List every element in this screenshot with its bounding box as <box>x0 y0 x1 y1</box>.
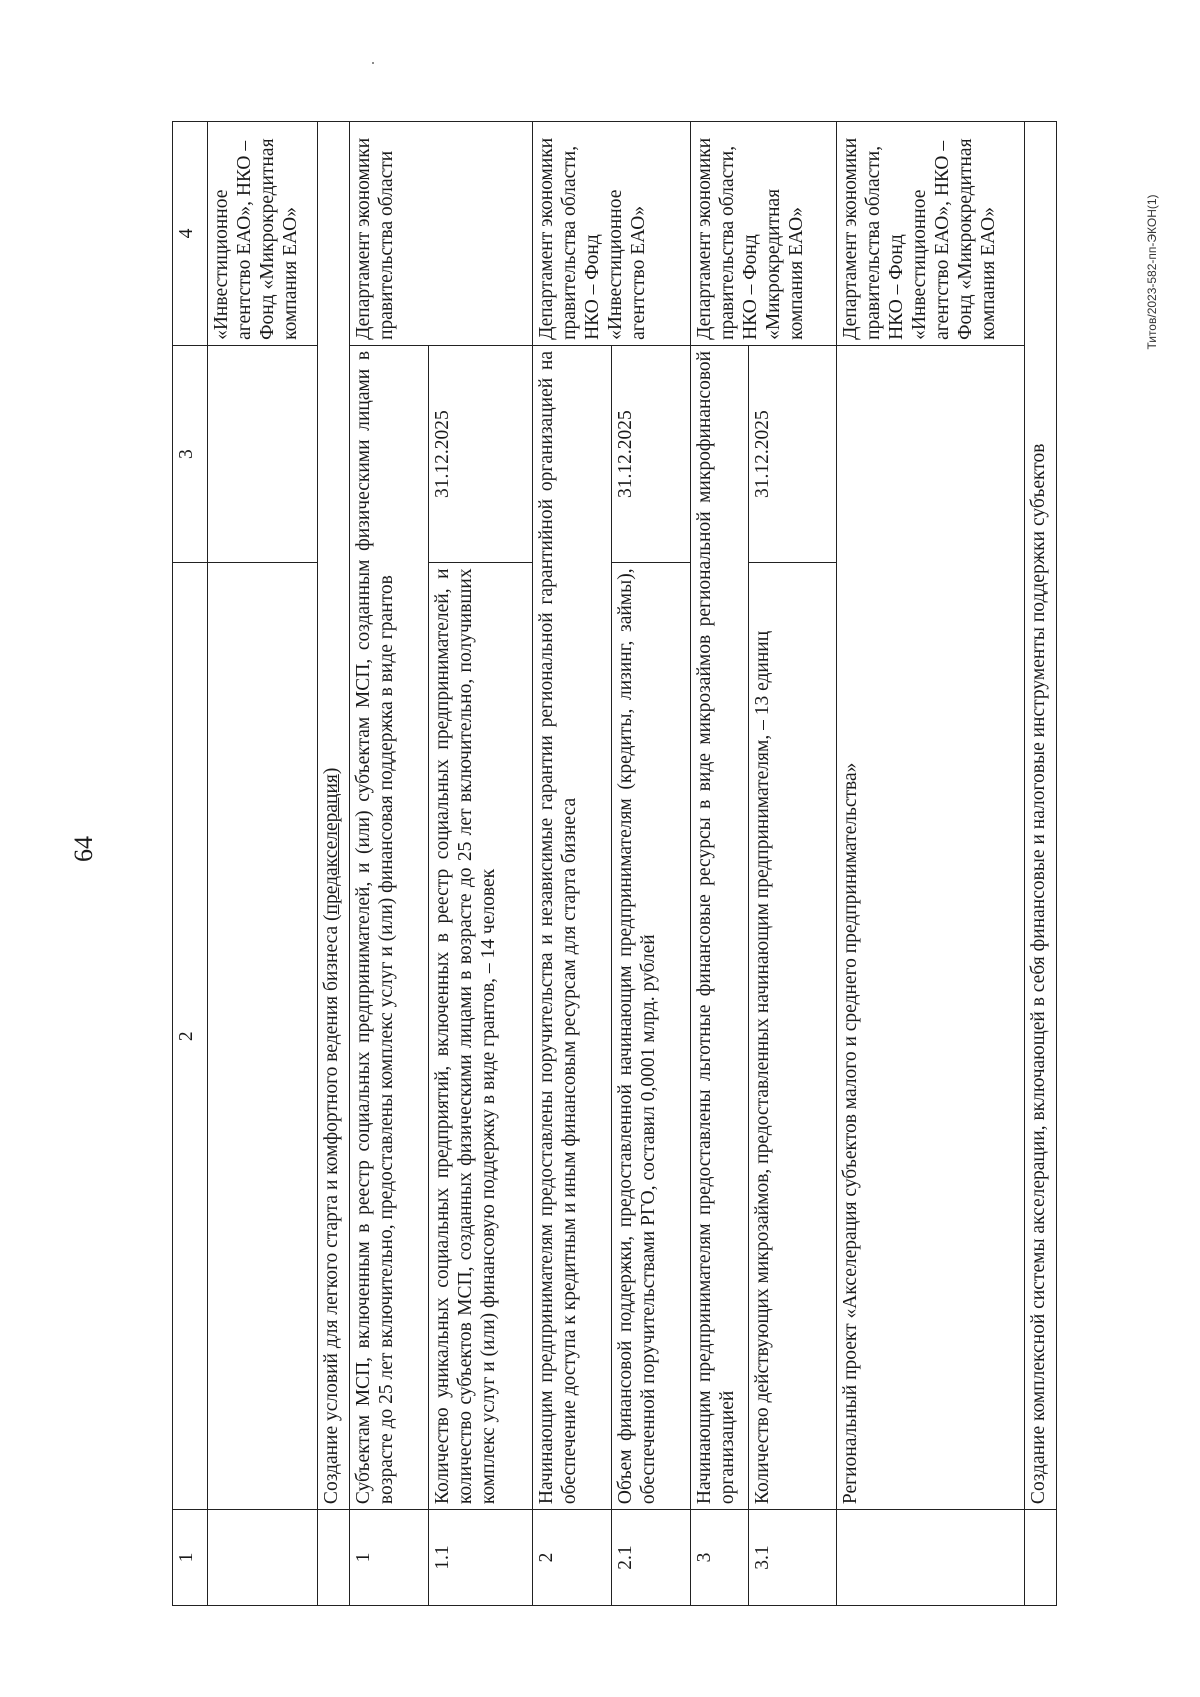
table-header-row <box>173 122 208 1606</box>
row-number: 1 <box>349 1510 428 1606</box>
section-title-before: Создание условий для легкого старта и комфортного ведения бизнеса ( <box>320 914 342 1505</box>
page-number: 64 <box>69 836 98 862</box>
table-row <box>691 122 749 1606</box>
column-header-4: 4 <box>173 122 208 346</box>
indicator-text: Объем финансовой поддержки, предоставленной начинающим предпринимателям (кредиты, лизинг, займы), обеспеченной поручительствами РГО, составил 0,0001 млрд. рублей <box>612 563 691 1510</box>
row-number: 2.1 <box>612 1510 691 1606</box>
row-number: 3.1 <box>749 1510 837 1606</box>
deadline-date: 31.12.2025 <box>428 345 532 562</box>
section-title-after: ) <box>320 767 342 775</box>
rotated-table-container <box>172 121 1057 1606</box>
measure-text: Начинающим предпринимателям предоставлены поручительства и независимые гарантии региональной гарантийной организацией на обеспечение доступа к кредитным и иным финансовым ресурсам для старта бизнеса <box>532 345 611 1509</box>
document-footer-code: Титов/2023-582-пп-ЭКОН(1) <box>1145 194 1159 350</box>
table-cell <box>208 1510 318 1606</box>
indicator-text: Количество действующих микрозаймов, предоставленных начинающим предпринимателям, – 13 единиц <box>749 563 837 1510</box>
deadline-date: 31.12.2025 <box>612 345 691 562</box>
column-header-1: 1 <box>173 1510 208 1606</box>
table-cell <box>208 345 318 562</box>
executor-cell: Департамент экономики правительства области <box>349 122 532 346</box>
table-row <box>1025 122 1057 1606</box>
measure-text: Начинающим предпринимателям предоставлены льготные финансовые ресурсы в виде микрозаймов региональной микрофинансовой организацией <box>691 345 749 1509</box>
table-row <box>532 122 611 1606</box>
project-title-cell: Региональный проект «Акселерация субъектов малого и среднего предпринимательства» <box>837 345 1025 1509</box>
measure-text: Субъектам МСП, включенным в реестр социальных предпринимателей, и (или) субъектам МСП, созданным физическими лицами в возрасте до 25 лет включительно, предоставлены комплекс услуг и (или) финансовая поддержка в виде грантов <box>349 345 428 1509</box>
section-title-cell: Создание комплексной системы акселерации, включающей в себя финансовые и налоговые инструменты поддержки субъектов <box>1025 122 1057 1510</box>
row-number: 1.1 <box>428 1510 532 1606</box>
measures-table <box>172 121 1057 1606</box>
indicator-text: Количество уникальных социальных предприятий, включенных в реестр социальных предпринимателей, и количество субъектов МСП, созданных физическими лицами в возрасте до 25 лет включительно, получивших комплекс услуг и (или) финансовую поддержку в виде грантов, – 14 человек <box>428 563 532 1510</box>
executor-cell: Департамент экономики правительства области, НКО – Фонд «Инвестиционное агентство ЕАО», НКО – Фонд «Микрокредитная компания ЕАО» <box>837 122 1025 346</box>
table-cell <box>837 1510 1025 1606</box>
row-number: 3 <box>691 1510 749 1606</box>
deadline-date: 31.12.2025 <box>749 345 837 562</box>
column-header-2: 2 <box>173 563 208 1510</box>
executor-cell: Департамент экономики правительства области, НКО – Фонд «Микрокредитная компания ЕАО» <box>691 122 837 346</box>
project-row <box>837 122 1025 1606</box>
section-row <box>317 122 349 1606</box>
table-row <box>208 122 318 1606</box>
continued-executor-cell: «Инвестиционное агентство ЕАО», НКО – Фонд «Микрокредитная компания ЕАО» <box>208 122 318 346</box>
table-row <box>349 122 428 1606</box>
scan-speck <box>372 62 374 64</box>
section-title-underlined: предакселерация <box>320 774 342 915</box>
row-number: 2 <box>532 1510 611 1606</box>
table-cell <box>208 563 318 1510</box>
executor-cell: Департамент экономики правительства области, НКО – Фонд «Инвестиционное агентство ЕАО» <box>532 122 690 346</box>
table-cell <box>1025 1510 1057 1606</box>
section-title-cell <box>317 122 349 1510</box>
column-header-3: 3 <box>173 345 208 562</box>
table-cell <box>317 1510 349 1606</box>
